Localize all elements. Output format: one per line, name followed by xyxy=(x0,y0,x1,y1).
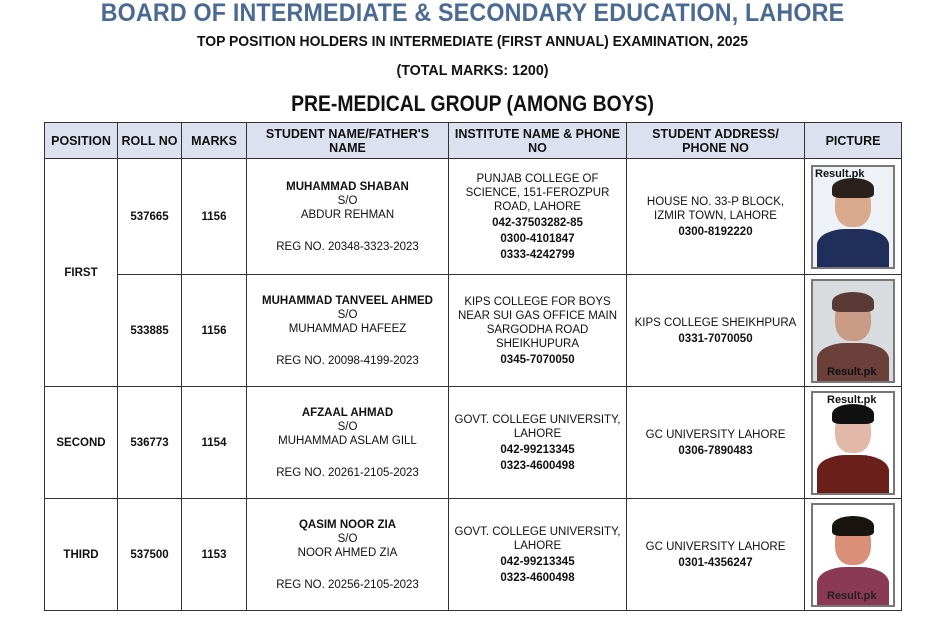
col-picture: PICTURE xyxy=(805,123,902,159)
col-roll-no: ROLL NO xyxy=(118,123,182,159)
institute-cell xyxy=(449,275,627,387)
picture-cell xyxy=(805,499,902,611)
roll-no-cell: 536773 xyxy=(118,387,182,499)
col-student-name: STUDENT NAME/FATHER'S NAME xyxy=(247,123,449,159)
relation: S/O xyxy=(337,308,358,321)
student-name-cell xyxy=(247,159,449,275)
institute-name: PUNJAB COLLEGE OF SCIENCE, 151-FEROZPUR ROAD, LAHORE xyxy=(465,172,610,213)
table-row xyxy=(45,499,902,611)
col-marks: MARKS xyxy=(182,123,247,159)
institute-cell xyxy=(449,387,627,499)
photo-hair xyxy=(832,404,874,424)
roll-no-cell: 537500 xyxy=(118,499,182,611)
marks-cell: 1156 xyxy=(182,159,247,275)
student-name: QASIM NOOR ZIA xyxy=(298,518,397,531)
student-phone: 0306-7890483 xyxy=(678,444,753,457)
student-name: MUHAMMAD SHABAN xyxy=(286,180,409,193)
position-cell: SECOND xyxy=(45,387,118,499)
watermark: Result.pk xyxy=(827,589,877,602)
watermark: Result.pk xyxy=(827,393,877,406)
group-title: PRE-MEDICAL GROUP (AMONG BOYS) xyxy=(291,91,654,116)
student-address: KIPS COLLEGE SHEIKHPURA xyxy=(634,316,797,329)
relation: S/O xyxy=(337,532,358,545)
total-marks: (TOTAL MARKS: 1200) xyxy=(396,62,549,79)
student-name-cell xyxy=(247,387,449,499)
institute-phone: 042-99213345 xyxy=(500,443,575,456)
marks-cell: 1154 xyxy=(182,387,247,499)
father-name: ABDUR REHMAN xyxy=(300,208,395,221)
institute-name: GOVT. COLLEGE UNIVERSITY, LAHORE xyxy=(454,525,621,552)
student-name: MUHAMMAD TANVEEL AHMED xyxy=(261,294,433,307)
table-row xyxy=(45,275,902,387)
father-name: MUHAMMAD ASLAM GILL xyxy=(278,434,417,447)
student-photo xyxy=(811,279,895,383)
institute-phone: 0323-4600498 xyxy=(500,571,575,584)
table-row xyxy=(45,387,902,499)
address-cell xyxy=(627,275,805,387)
student-photo xyxy=(811,391,895,495)
relation: S/O xyxy=(337,420,358,433)
institute-phone: 042-99213345 xyxy=(500,555,575,568)
student-name: AFZAAL AHMAD xyxy=(301,406,394,419)
table-row xyxy=(45,159,902,275)
picture-cell xyxy=(805,275,902,387)
institute-phone: 0323-4600498 xyxy=(500,459,575,472)
student-phone: 0301-4356247 xyxy=(678,556,753,569)
col-address: STUDENT ADDRESS/ PHONE NO xyxy=(627,123,805,159)
photo-hair xyxy=(832,178,874,198)
institute-cell xyxy=(449,159,627,275)
table-header-row xyxy=(45,123,902,159)
reg-no: REG NO. 20261-2105-2023 xyxy=(276,466,419,479)
reg-no: REG NO. 20098-4199-2023 xyxy=(276,354,419,367)
board-title: BOARD OF INTERMEDIATE & SECONDARY EDUCATION, LAHORE xyxy=(100,0,845,27)
student-phone: 0300-8192220 xyxy=(678,225,753,238)
student-photo xyxy=(811,503,895,607)
picture-cell xyxy=(805,159,902,275)
student-address: GC UNIVERSITY LAHORE xyxy=(645,540,786,553)
photo-body xyxy=(817,229,889,269)
reg-no: REG NO. 20256-2105-2023 xyxy=(276,578,419,591)
roll-no-cell: 533885 xyxy=(118,275,182,387)
photo-hair xyxy=(832,292,874,312)
address-cell xyxy=(627,499,805,611)
student-name-cell xyxy=(247,275,449,387)
address-cell xyxy=(627,387,805,499)
photo-body xyxy=(817,455,889,495)
col-position: POSITION xyxy=(45,123,118,159)
student-phone: 0331-7070050 xyxy=(678,332,753,345)
position-cell: THIRD xyxy=(45,499,118,611)
institute-phone: 042-37503282-85 xyxy=(492,216,583,229)
picture-cell xyxy=(805,387,902,499)
position-cell: FIRST xyxy=(45,159,118,387)
watermark: Result.pk xyxy=(815,167,865,180)
address-cell xyxy=(627,159,805,275)
institute-name: GOVT. COLLEGE UNIVERSITY, LAHORE xyxy=(454,413,621,440)
student-address: GC UNIVERSITY LAHORE xyxy=(645,428,786,441)
marks-cell: 1156 xyxy=(182,275,247,387)
photo-hair xyxy=(832,516,874,536)
student-photo xyxy=(811,165,895,269)
roll-no-cell: 537665 xyxy=(118,159,182,275)
institute-phone: 0300-4101847 xyxy=(500,232,575,245)
institute-phone: 0345-7070050 xyxy=(500,353,575,366)
institute-cell xyxy=(449,499,627,611)
watermark: Result.pk xyxy=(827,365,877,378)
exam-subtitle: TOP POSITION HOLDERS IN INTERMEDIATE (FIRST ANNUAL) EXAMINATION, 2025 xyxy=(196,33,749,50)
position-holders-table xyxy=(44,122,902,611)
institute-phone: 0333-4242799 xyxy=(500,248,575,261)
student-address: HOUSE NO. 33-P BLOCK, IZMIR TOWN, LAHORE xyxy=(646,195,785,222)
relation: S/O xyxy=(337,194,358,207)
father-name: MUHAMMAD HAFEEZ xyxy=(288,322,407,335)
institute-name: KIPS COLLEGE FOR BOYS NEAR SUI GAS OFFICE MAIN SARGODHA ROAD SHEIKHUPURA xyxy=(457,295,618,350)
marks-cell: 1153 xyxy=(182,499,247,611)
col-institute: INSTITUTE NAME & PHONE NO xyxy=(449,123,627,159)
student-name-cell xyxy=(247,499,449,611)
father-name: NOOR AHMED ZIA xyxy=(297,546,398,559)
reg-no: REG NO. 20348-3323-2023 xyxy=(276,240,419,253)
